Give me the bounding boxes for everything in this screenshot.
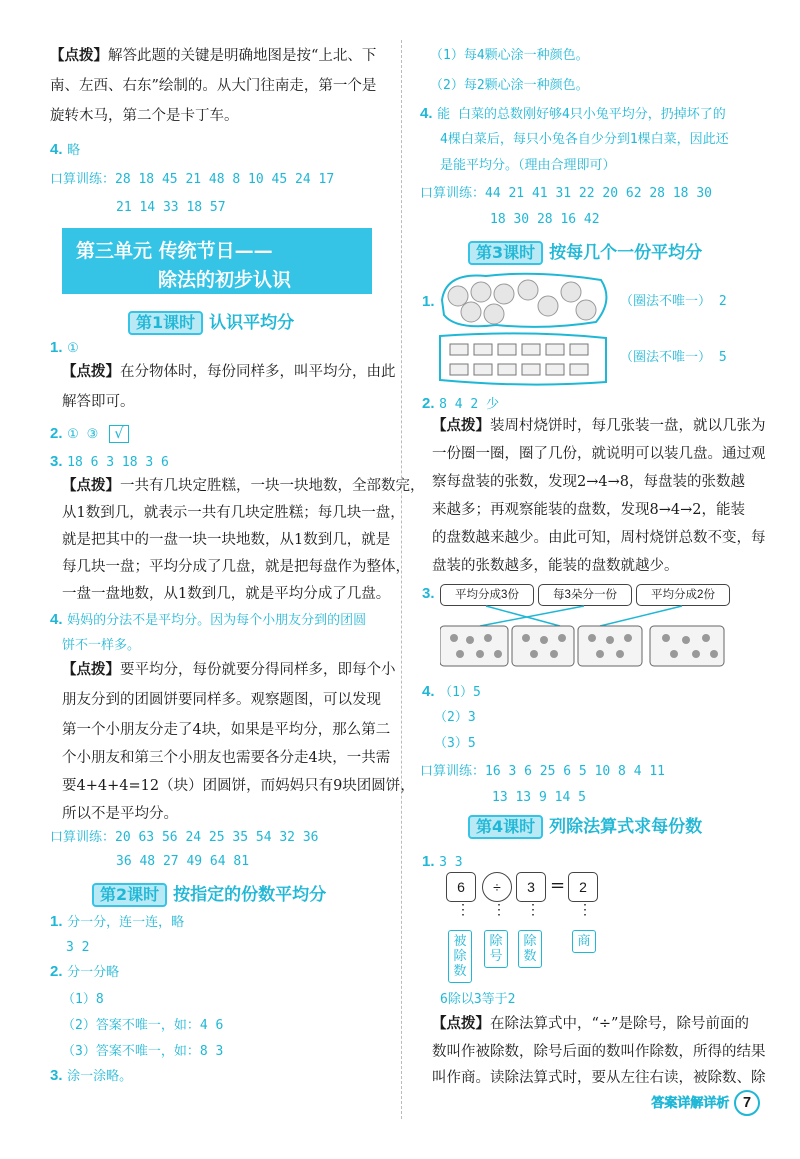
answer-line: （1）每4颗心涂一种颜色。: [430, 48, 589, 63]
column-divider: [401, 40, 402, 1119]
question-4: 4. 略: [50, 141, 81, 158]
tip-line: 察每盘装的张数，发现2→4→8，每盘装的张数越: [432, 474, 745, 490]
tip-line: 的盘数越来越少。由此可知，周村烧饼总数不变，每: [432, 530, 766, 546]
match-label: 平均分成3份: [440, 584, 534, 606]
l2-question-2: 2. 分一分略: [50, 963, 120, 980]
tip-line: 数叫作被除数，除号后面的数叫作除数，所得的结果: [432, 1044, 766, 1060]
lesson-1-heading: 第1课时 认识平均分: [128, 308, 294, 334]
answer-line: 6除以3等于2: [440, 992, 516, 1007]
tip-paragraph: 【点拨】一共有几块定胜糕，一块一块地数，全部数完，: [62, 477, 425, 494]
tip-line: 盘装的张数越多，能装的盘数就越少。: [432, 558, 679, 574]
dots: ⋮: [456, 902, 470, 918]
kousuan-line: 口算训练：28 18 45 21 48 8 10 45 24 17: [50, 172, 335, 187]
unit-banner: [62, 228, 372, 294]
matching-illustration: [440, 604, 740, 668]
tip-line: 每几块一盘；平均分成了几盘，就是把每盘作为整体，: [62, 559, 410, 575]
l4-question-1: 1. 3 3: [422, 853, 463, 870]
quotient-box: 2: [568, 872, 598, 902]
tip-line: 所以不是平均分。: [62, 806, 178, 822]
tip-paragraph: 【点拨】在分物体时，每份同样多，叫平均分，由此: [62, 363, 396, 380]
unit-title-line1: 第三单元 传统节日——: [76, 240, 273, 262]
check-box: √: [109, 425, 129, 443]
label-dividend: 被除数: [448, 930, 472, 983]
l1-question-1: 1. ①: [50, 339, 79, 356]
footer-label: 答案详解详析: [651, 1096, 730, 1111]
l1-question-2: 2. ① ③ √: [50, 424, 129, 445]
tip-line: 就是把其中的一盘一块一块地数，从1数到几，就是: [62, 532, 391, 548]
tip-line: 南、左西、右东”绘制的。从大门往南走，第一个是: [50, 78, 377, 94]
lesson-4-heading: 第4课时 列除法算式求每份数: [468, 812, 702, 838]
l2-question-1: 1. 分一分，连一连，略: [50, 913, 185, 930]
kousuan-line: 口算训练：20 63 56 24 25 35 54 32 36: [50, 830, 319, 845]
answer-line: 是能平均分。（理由合理即可）: [440, 158, 616, 173]
kousuan-line: 21 14 33 18 57: [116, 200, 226, 215]
answer-line: （3）答案不唯一，如：8 3: [62, 1044, 224, 1059]
l2-question-3: 3. 涂一涂略。: [50, 1067, 133, 1084]
answer-line: （1）8: [62, 992, 104, 1007]
answer-line: （圈法不唯一） 2: [620, 294, 727, 309]
answer-line: （2）每2颗心涂一种颜色。: [430, 78, 589, 93]
kousuan-line: 口算训练：16 3 6 25 6 5 10 8 4 11: [420, 764, 666, 779]
answer-line: 4棵白菜后，每只小兔各自少分到1棵白菜，因此还: [440, 132, 729, 147]
kousuan-line: 36 48 27 49 64 81: [116, 854, 250, 869]
tip-line: 朋友分到的团圆饼要同样多。观察题图，可以发现: [62, 692, 381, 708]
dots: ⋮: [578, 902, 592, 918]
tip-line: 从1数到几，就表示一共有几块定胜糕；每几块一盘，: [62, 505, 405, 521]
match-label: 平均分成2份: [636, 584, 730, 606]
kousuan-line: 口算训练：44 21 41 31 22 20 62 28 18 30: [420, 186, 712, 201]
answer-line: 饼不一样多。: [62, 638, 141, 653]
l3-question-2: 2. 8 4 2 少: [422, 395, 500, 412]
match-label: 每3朵分一份: [538, 584, 632, 606]
dots: ⋮: [492, 902, 506, 918]
answer-line: （2）3: [434, 710, 476, 725]
kousuan-line: 18 30 28 16 42: [490, 212, 600, 227]
page-number: 7: [734, 1090, 760, 1116]
dividend-box: 6: [446, 872, 476, 902]
answer-line: （3）5: [434, 736, 476, 751]
tip-line: 要4+4+4=12（块）团圆饼，而妈妈只有9块团圆饼，: [62, 778, 415, 794]
lesson-3-heading: 第3课时 按每几个一份平均分: [468, 238, 702, 264]
division-sign: ÷: [482, 872, 512, 902]
r-question-4: 4. 能 白菜的总数刚好够4只小兔平均分，扔掉坏了的: [420, 105, 726, 122]
dots: ⋮: [526, 902, 540, 918]
equals-sign: =: [550, 875, 566, 896]
kousuan-line: 13 13 9 14 5: [492, 790, 586, 805]
tip-line: 解答即可。: [62, 394, 135, 410]
page-footer: [651, 1090, 760, 1116]
tip-line: 第一个小朋友分走了4块，如果是平均分，那么第二: [62, 722, 391, 738]
l3-question-1-num: 1.: [422, 293, 435, 310]
answer-line: 3 2: [66, 940, 90, 955]
lesson-2-heading: 第2课时 按指定的份数平均分: [92, 880, 326, 906]
l1-question-3: 3. 18 6 3 18 3 6: [50, 453, 169, 470]
label-quotient: 商: [572, 930, 596, 953]
answer-line: （圈法不唯一） 5: [620, 350, 727, 365]
l3-question-4: 4. （1）5: [422, 683, 481, 700]
answer-line: （2）答案不唯一，如：4 6: [62, 1018, 224, 1033]
l3-question-3: 3.: [422, 585, 435, 602]
tip-line: 旋转木马，第二个是卡丁车。: [50, 108, 239, 124]
tip-paragraph: 【点拨】装周村烧饼时，每几张装一盘，就以几张为: [432, 417, 766, 434]
label-divisor: 除数: [518, 930, 542, 968]
tip-line: 一盘一盘地数，从1数到几，就是平均分成了几盘。: [62, 586, 391, 602]
tip-paragraph: 【点拨】在除法算式中，“÷”是除号，除号前面的: [432, 1015, 749, 1032]
divisor-box: 3: [516, 872, 546, 902]
l1-question-4: 4. 妈妈的分法不是平均分。因为每个小朋友分到的团圆: [50, 611, 367, 628]
grouping-illustration: [436, 270, 616, 388]
tip-line: 来越多；再观察能装的盘数，发现8→4→2，能装: [432, 502, 745, 518]
tip-line: 叫作商。读除法算式时，要从左往右读，被除数、除: [432, 1070, 766, 1086]
tip-line: 一份圈一圈，圈了几份，就说明可以装几盘。通过观: [432, 446, 766, 462]
tip-paragraph: 【点拨】解答此题的关键是明确地图是按“上北、下: [50, 47, 377, 64]
tip-line: 个小朋友和第三个小朋友也需要各分走4块，一共需: [62, 750, 391, 766]
label-division-sign: 除号: [484, 930, 508, 968]
unit-title-line2: 除法的初步认识: [158, 269, 292, 291]
tip-paragraph: 【点拨】要平均分，每份就要分得同样多，即每个小: [62, 661, 396, 678]
